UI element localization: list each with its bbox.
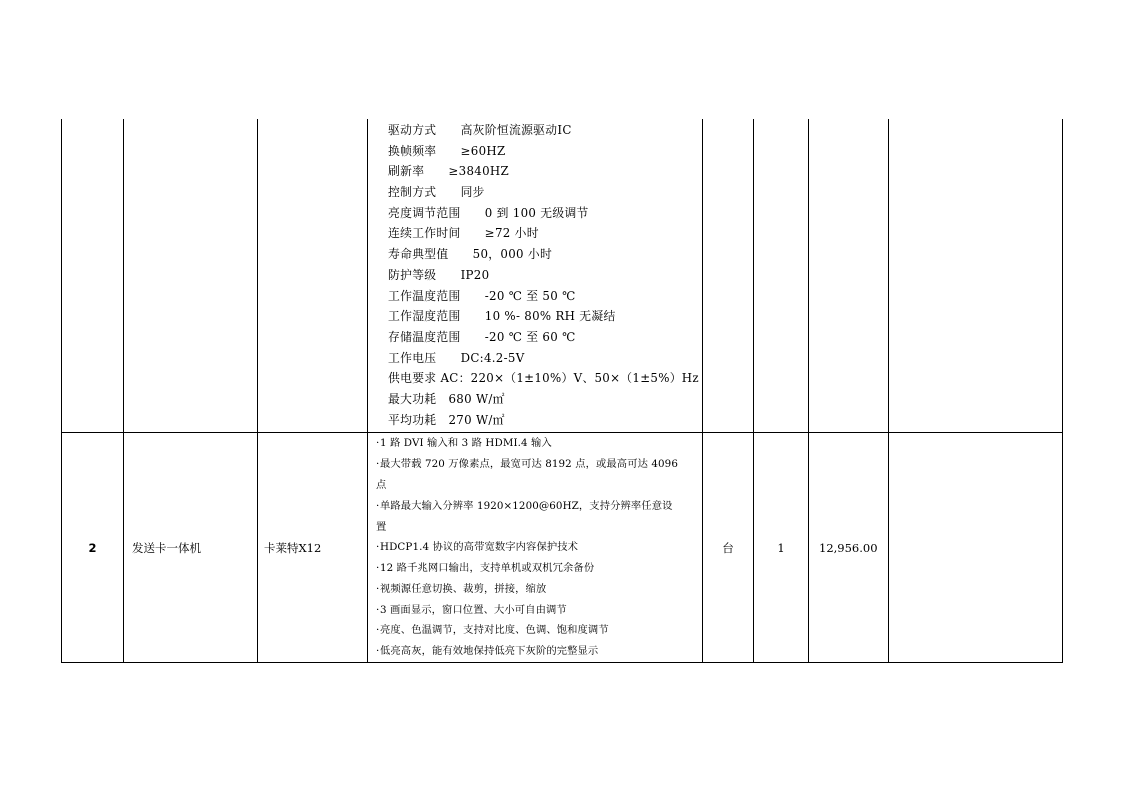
row1-brand-cell xyxy=(258,119,368,433)
spec-line: 寿命典型值 50，000 小时 xyxy=(388,247,553,262)
bullet-icon: · xyxy=(376,541,380,554)
row2-no-cell: 2 xyxy=(62,433,124,663)
row2-note-cell xyxy=(889,433,1063,663)
feature-text: 亮度、色温调节，支持对比度、色调、饱和度调节 xyxy=(380,624,609,637)
feature-line xyxy=(376,600,702,621)
spec-line: 工作湿度范围 10 %- 80% RH 无凝结 xyxy=(388,309,616,324)
feature-line xyxy=(376,620,702,641)
row2-brand-cell: 卡莱特X12 xyxy=(258,433,368,663)
spec-list xyxy=(368,119,702,432)
feature-text: 3 画面显示，窗口位置、大小可自由调节 xyxy=(380,603,567,616)
feature-text: 点 xyxy=(376,478,387,491)
row1-qty-cell xyxy=(754,119,809,433)
feature-text: 置 xyxy=(376,520,387,533)
feature-line xyxy=(376,517,702,538)
spec-line: 供电要求 AC：220×（1±10%）V、50×（1±5%）Hz xyxy=(388,371,699,386)
bullet-icon: · xyxy=(376,458,380,471)
row1-price-cell xyxy=(809,119,889,433)
feature-text: 最大带载 720 万像素点，最宽可达 8192 点，或最高可达 4096 xyxy=(380,458,678,471)
feature-list xyxy=(368,433,702,662)
row1-spec-cell xyxy=(368,119,703,433)
spec-line: 工作温度范围 -20 ℃ 至 50 ℃ xyxy=(388,288,576,303)
spec-line: 防护等级 IP20 xyxy=(388,267,490,282)
feature-line xyxy=(376,496,702,517)
feature-line xyxy=(376,475,702,496)
bullet-icon: · xyxy=(376,645,380,658)
spec-line: 连续工作时间 ≥72 小时 xyxy=(388,226,539,241)
bullet-icon: · xyxy=(376,562,380,575)
feature-line xyxy=(376,537,702,558)
spec-line: 刷新率 ≥3840HZ xyxy=(388,164,509,179)
spec-line: 平均功耗 270 W/㎡ xyxy=(388,412,505,427)
spec-line: 工作电压 DC:4.2-5V xyxy=(388,350,525,365)
feature-line xyxy=(376,433,702,454)
feature-line xyxy=(376,641,702,662)
spec-line: 驱动方式 高灰阶恒流源驱动IC xyxy=(388,123,572,137)
bullet-icon: · xyxy=(376,603,380,616)
feature-text: 12 路千兆网口输出，支持单机或双机冗余备份 xyxy=(380,562,595,575)
feature-text: 单路最大输入分辨率 1920×1200@60HZ，支持分辨率任意设 xyxy=(380,499,673,512)
spec-line: 存储温度范围 -20 ℃ 至 60 ℃ xyxy=(388,329,576,344)
row2-qty-cell: 1 xyxy=(754,433,809,663)
feature-text: 低亮高灰，能有效地保持低亮下灰阶的完整显示 xyxy=(380,645,599,658)
table-row-2 xyxy=(62,433,1063,663)
row1-no-cell xyxy=(62,119,124,433)
feature-line xyxy=(376,558,702,579)
equipment-spec-table xyxy=(61,119,1063,663)
spec-line: 控制方式 同步 xyxy=(388,185,485,200)
table-row-1-continued xyxy=(62,119,1063,433)
spec-line: 换帧频率 ≥60HZ xyxy=(388,143,506,158)
row1-unit-cell xyxy=(703,119,754,433)
row1-name-cell xyxy=(124,119,258,433)
bullet-icon: · xyxy=(376,582,380,595)
feature-line xyxy=(376,579,702,600)
row2-price-cell: 12,956.00 xyxy=(809,433,889,663)
feature-line xyxy=(376,454,702,475)
bullet-icon: · xyxy=(376,437,380,450)
bullet-icon: · xyxy=(376,499,380,512)
feature-text: 视频源任意切换、裁剪，拼接，缩放 xyxy=(380,582,547,595)
row2-unit-cell: 台 xyxy=(703,433,754,663)
feature-text: 1 路 DVI 输入和 3 路 HDMI.4 输入 xyxy=(380,437,552,450)
feature-text: HDCP1.4 协议的高带宽数字内容保护技术 xyxy=(380,541,579,554)
row2-name-cell: 发送卡一体机 xyxy=(124,433,258,663)
bullet-icon: · xyxy=(376,624,380,637)
row2-feature-cell xyxy=(368,433,703,663)
spec-line: 最大功耗 680 W/㎡ xyxy=(388,391,505,406)
spec-line: 亮度调节范围 0 到 100 无级调节 xyxy=(388,205,589,220)
row1-note-cell xyxy=(889,119,1063,433)
